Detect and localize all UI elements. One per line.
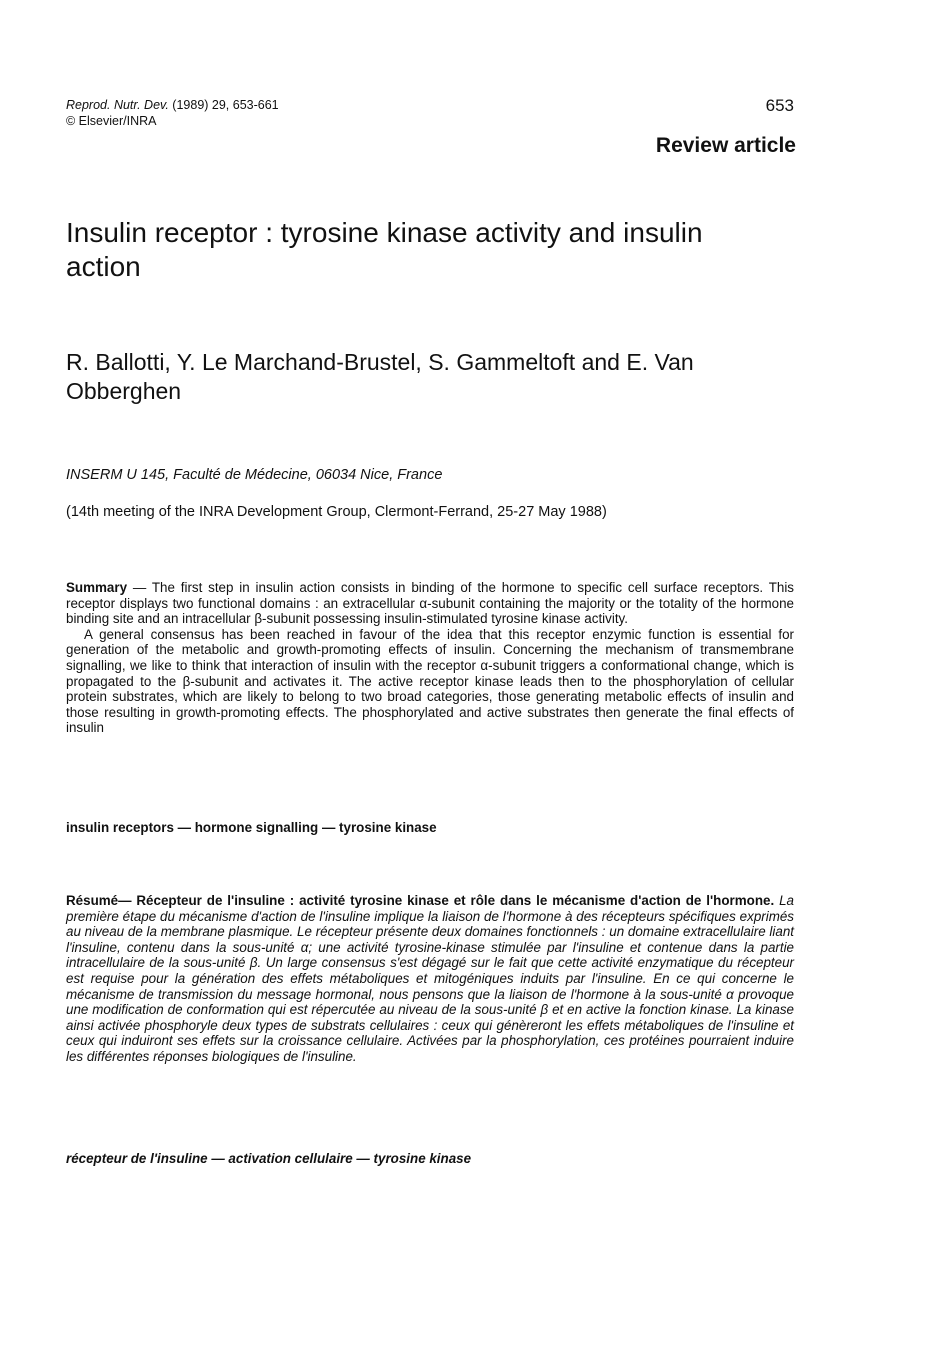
summary-paragraph-2: A general consensus has been reached in favour of the idea that this receptor enzymic function is essential for generation of the metabolic and growth-promoting effects of insulin. Concerning the mechanism of transmembrane signalling, we like to think that interaction of insulin with the receptor α-subunit triggers a conformational change, which is propagated to the β-subunit and activates it. The active receptor kinase leads then to the phosphorylation of cellular protein substrates, which are likely to belong to two broad categories, those generating metabolic effects of insulin and those resulting in growth-promoting effects. The phosphorylated and active substrates then generate the final effects of insulin [66, 626, 794, 736]
summary-section [66, 580, 794, 736]
meeting-note: (14th meeting of the INRA Development Group, Clermont-Ferrand, 25-27 May 1988) [66, 504, 607, 520]
summary-text-1: The first step in insulin action consists in binding of the hormone to specific cell surface receptors. This receptor displays two functional domains : an extracellular α-subunit containing the majority or the totality of the hormone binding site and an intracellular β-subunit possessing insulin-stimulated tyrosine kinase activity. [66, 580, 794, 627]
resume-section [66, 893, 794, 1065]
keywords-english: insulin receptors — hormone signalling — tyrosine kinase [66, 820, 437, 835]
summary-dash: — [127, 580, 152, 595]
page-number: 653 [765, 96, 794, 115]
citation-details: (1989) 29, 653-661 [168, 98, 279, 112]
journal-abbrev: Reprod. Nutr. Dev. [66, 98, 169, 112]
resume-heading: Résumé— Récepteur de l'insuline : activité tyrosine kinase et rôle dans le mécanisme d'action de l'hormone. [66, 893, 775, 908]
article-title: Insulin receptor : tyrosine kinase activity and insulin action [66, 217, 703, 282]
keywords-french: récepteur de l'insuline — activation cellulaire — tyrosine kinase [66, 1151, 472, 1166]
affiliation: INSERM U 145, Faculté de Médecine, 06034 Nice, France [66, 467, 443, 483]
article-type: Review article [655, 134, 796, 157]
authors: R. Ballotti, Y. Le Marchand-Brustel, S. Gammeltoft and E. Van Obberghen [66, 349, 694, 404]
summary-paragraph-1 [66, 580, 794, 627]
copyright: © Elsevier/INRA [66, 114, 157, 128]
summary-label: Summary [66, 580, 128, 595]
resume-body: La première étape du mécanisme d'action de l'insuline implique la liaison de l'hormone à des récepteurs spécifiques exprimés au niveau de la membrane plasmique. Le récepteur présente deux domaines fonctionnels : un domaine extracellulaire liant l'insuline, contenu dans la sous-unité α; une activité tyrosine-kinase stimulée par l'insuline et contenue dans la partie intracellulaire de la sous-unité β. Un large consensus s'est dégagé sur le fait que cette activité enzymatique du récepteur est requise pour la génération des effets métaboliques et mitogéniques induits par l'insuline. En ce qui concerne le mécanisme de transmission du message hormonal, nous pensons que la liaison de l'hormone à la sous-unité α provoque une modification de conformation qui est répercutée au niveau de la sous-unité β et en active la fonction kinase. La kinase ainsi activée phosphoryle deux types de substrats cellulaires : ceux qui génèreront les effets métaboliques de l'insuline et ceux qui induiront ses effets sur la croissance cellulaire. Activées par la phosphorylation, ces protéines pourraient induire les différentes réponses biologiques de l'insuline. [66, 893, 794, 1064]
journal-citation [66, 97, 279, 129]
